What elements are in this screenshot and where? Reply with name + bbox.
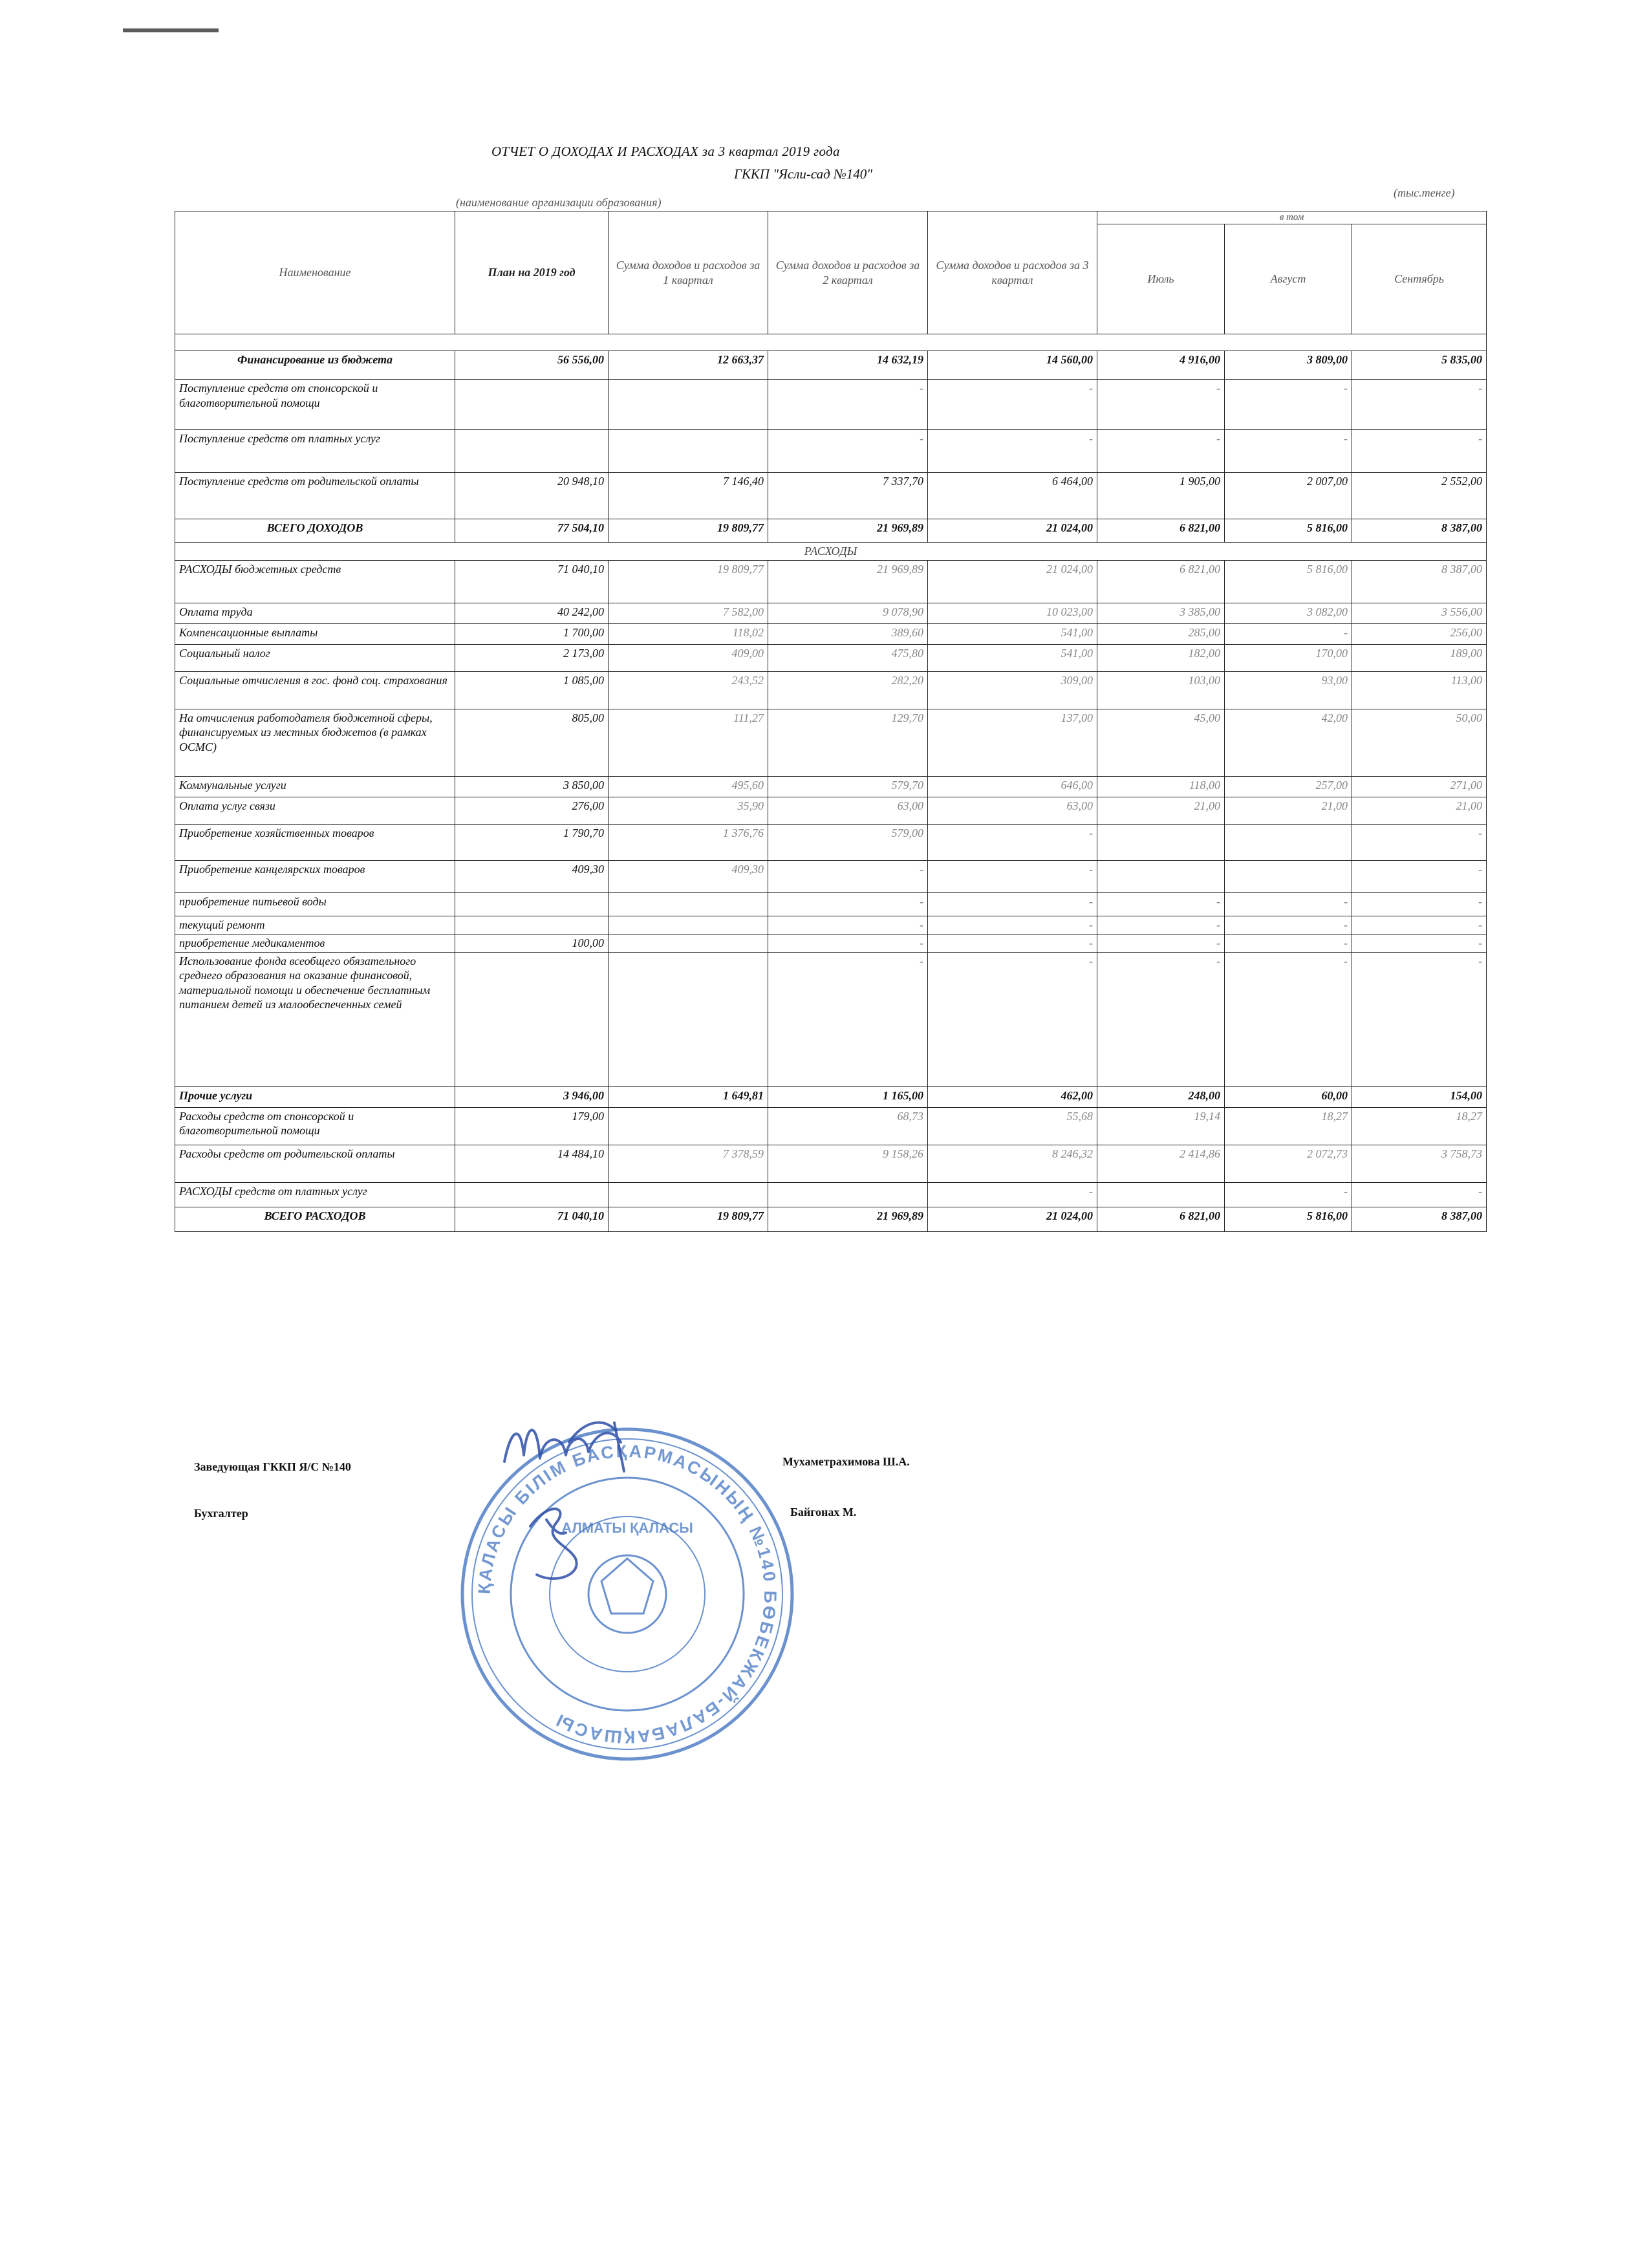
cell-q2: 21 969,89: [768, 519, 928, 543]
cell-sep: 8 387,00: [1352, 560, 1487, 603]
cell-q2: 1 165,00: [768, 1086, 928, 1107]
row-label: Поступление средств от спонсорской и благотворительной помощи: [175, 380, 455, 430]
cell-q3: 14 560,00: [928, 351, 1097, 380]
cell-jul: -: [1097, 916, 1225, 934]
cell-plan: 3 946,00: [455, 1086, 609, 1107]
cell-q3: 10 023,00: [928, 603, 1097, 623]
table-row: [175, 952, 1487, 1086]
cell-q1: [609, 916, 768, 934]
cell-jul: 6 821,00: [1097, 560, 1225, 603]
cell-sep: -: [1352, 952, 1487, 1086]
cell-aug: -: [1225, 1182, 1352, 1207]
cell-aug: -: [1225, 430, 1352, 473]
table-row: [175, 473, 1487, 519]
scan-edge-mark: [123, 28, 219, 32]
cell-q2: 475,80: [768, 644, 928, 671]
table-row: [175, 709, 1487, 776]
cell-q1: 7 582,00: [609, 603, 768, 623]
cell-q1: [609, 1182, 768, 1207]
cell-jul: 118,00: [1097, 776, 1225, 797]
row-label: РАСХОДЫ бюджетных средств: [175, 560, 455, 603]
table-row: [175, 519, 1487, 543]
cell-plan: 40 242,00: [455, 603, 609, 623]
cell-jul: 21,00: [1097, 797, 1225, 824]
organization-name: ГККП "Ясли-сад №140": [734, 166, 873, 182]
row-label: ВСЕГО ДОХОДОВ: [175, 519, 455, 543]
cell-q1: [609, 380, 768, 430]
cell-q3: 137,00: [928, 709, 1097, 776]
row-label: На отчисления работодателя бюджетной сферы, финансируемых из местных бюджетов (в рамках ОСМС): [175, 709, 455, 776]
row-label: Поступление средств от родительской оплаты: [175, 473, 455, 519]
cell-jul: 248,00: [1097, 1086, 1225, 1107]
accountant-title: Бухгалтер: [194, 1507, 248, 1520]
table-row: [175, 1207, 1487, 1231]
cell-aug: -: [1225, 916, 1352, 934]
cell-aug: -: [1225, 380, 1352, 430]
cell-jul: 285,00: [1097, 623, 1225, 644]
cell-plan: [455, 952, 609, 1086]
table-row: [175, 1145, 1487, 1182]
cell-sep: -: [1352, 860, 1487, 892]
table-row: [175, 671, 1487, 709]
cell-q1: 19 809,77: [609, 560, 768, 603]
row-label: текущий ремонт: [175, 916, 455, 934]
income-section: [175, 351, 1487, 543]
row-label: Прочие услуги: [175, 1086, 455, 1107]
cell-q3: 21 024,00: [928, 1207, 1097, 1231]
cell-aug: 93,00: [1225, 671, 1352, 709]
cell-q1: 409,30: [609, 860, 768, 892]
cell-aug: [1225, 824, 1352, 860]
row-label: Приобретение канцелярских товаров: [175, 860, 455, 892]
cell-q3: 541,00: [928, 623, 1097, 644]
cell-q1: 35,90: [609, 797, 768, 824]
cell-q1: 19 809,77: [609, 519, 768, 543]
cell-sep: 50,00: [1352, 709, 1487, 776]
cell-plan: 2 173,00: [455, 644, 609, 671]
cell-sep: 8 387,00: [1352, 519, 1487, 543]
cell-aug: 42,00: [1225, 709, 1352, 776]
cell-q1: 7 146,40: [609, 473, 768, 519]
cell-jul: -: [1097, 380, 1225, 430]
cell-sep: 3 758,73: [1352, 1145, 1487, 1182]
row-label: Оплата услуг связи: [175, 797, 455, 824]
row-label: ВСЕГО РАСХОДОВ: [175, 1207, 455, 1231]
cell-q2: 68,73: [768, 1107, 928, 1145]
cell-q2: 21 969,89: [768, 1207, 928, 1231]
report-title: ОТЧЕТ О ДОХОДАХ И РАСХОДАХ за 3 квартал 2019 года: [491, 144, 840, 159]
row-label: Финансирование из бюджета: [175, 351, 455, 380]
cell-q2: 579,70: [768, 776, 928, 797]
table-row: [175, 380, 1487, 430]
col-header-q2: Сумма доходов и расходов за 2 квартал: [768, 211, 928, 334]
cell-q2: 63,00: [768, 797, 928, 824]
accountant-name: Байгонах М.: [790, 1506, 857, 1518]
cell-plan: 71 040,10: [455, 1207, 609, 1231]
cell-jul: 103,00: [1097, 671, 1225, 709]
table-row: [175, 860, 1487, 892]
spacer-row: [175, 334, 1487, 351]
expenses-title-section: [175, 543, 1487, 561]
cell-sep: 3 556,00: [1352, 603, 1487, 623]
stamp-outer-text: ҚАЛАСЫ БІЛІМ БАСҚАРМАСЫНЫҢ №140 БӨБЕКЖАЙ-БАЛАБАҚШАСЫ: [474, 1441, 781, 1747]
cell-sep: -: [1352, 934, 1487, 952]
cell-plan: [455, 1182, 609, 1207]
cell-plan: [455, 916, 609, 934]
row-label: приобретение питьевой воды: [175, 892, 455, 916]
cell-q3: -: [928, 860, 1097, 892]
cell-plan: 179,00: [455, 1107, 609, 1145]
table-header: [175, 211, 1487, 351]
cell-q2: -: [768, 860, 928, 892]
expenses-section: [175, 560, 1487, 1231]
cell-q1: 7 378,59: [609, 1145, 768, 1182]
table-row: [175, 1107, 1487, 1145]
cell-aug: -: [1225, 952, 1352, 1086]
handwritten-signature: [491, 1410, 660, 1597]
cell-aug: 3 082,00: [1225, 603, 1352, 623]
cell-plan: 409,30: [455, 860, 609, 892]
col-header-q1: Сумма доходов и расходов за 1 квартал: [609, 211, 768, 334]
table-row: [175, 916, 1487, 934]
cell-sep: 5 835,00: [1352, 351, 1487, 380]
cell-q2: 282,20: [768, 671, 928, 709]
cell-q3: 21 024,00: [928, 560, 1097, 603]
organization-caption: (наименование организации образования): [456, 196, 662, 209]
cell-sep: 271,00: [1352, 776, 1487, 797]
row-label: Поступление средств от платных услуг: [175, 430, 455, 473]
cell-q3: 541,00: [928, 644, 1097, 671]
cell-sep: -: [1352, 916, 1487, 934]
cell-q2: -: [768, 430, 928, 473]
cell-aug: 5 816,00: [1225, 560, 1352, 603]
cell-aug: 5 816,00: [1225, 1207, 1352, 1231]
cell-q3: -: [928, 824, 1097, 860]
cell-plan: 276,00: [455, 797, 609, 824]
cell-q2: -: [768, 380, 928, 430]
col-header-name: Наименование: [175, 211, 455, 334]
expenses-section-title: РАСХОДЫ: [175, 543, 1487, 561]
cell-q1: 19 809,77: [609, 1207, 768, 1231]
cell-q3: -: [928, 934, 1097, 952]
cell-q3: -: [928, 430, 1097, 473]
cell-q1: 495,60: [609, 776, 768, 797]
cell-jul: 4 916,00: [1097, 351, 1225, 380]
cell-q2: 9 078,90: [768, 603, 928, 623]
row-label: Коммунальные услуги: [175, 776, 455, 797]
cell-jul: 19,14: [1097, 1107, 1225, 1145]
cell-q2: [768, 1182, 928, 1207]
cell-plan: 14 484,10: [455, 1145, 609, 1182]
cell-q3: -: [928, 1182, 1097, 1207]
cell-sep: -: [1352, 430, 1487, 473]
cell-aug: -: [1225, 934, 1352, 952]
cell-q1: 243,52: [609, 671, 768, 709]
cell-q3: 63,00: [928, 797, 1097, 824]
cell-sep: -: [1352, 1182, 1487, 1207]
cell-q1: [609, 934, 768, 952]
cell-sep: 2 552,00: [1352, 473, 1487, 519]
cell-q1: 1 376,76: [609, 824, 768, 860]
cell-jul: 2 414,86: [1097, 1145, 1225, 1182]
cell-sep: -: [1352, 892, 1487, 916]
table-row: [175, 892, 1487, 916]
table-row: [175, 623, 1487, 644]
table-row: [175, 351, 1487, 380]
col-header-q3: Сумма доходов и расходов за 3 квартал: [928, 211, 1097, 334]
cell-q1: [609, 892, 768, 916]
col-header-in-that: в том: [1097, 211, 1487, 224]
row-label: Социальные отчисления в гос. фонд соц. страхования: [175, 671, 455, 709]
cell-sep: -: [1352, 380, 1487, 430]
table-row: [175, 1086, 1487, 1107]
row-label: Оплата труда: [175, 603, 455, 623]
cell-q2: 7 337,70: [768, 473, 928, 519]
cell-plan: 1 085,00: [455, 671, 609, 709]
cell-jul: 1 905,00: [1097, 473, 1225, 519]
cell-sep: 256,00: [1352, 623, 1487, 644]
cell-sep: 18,27: [1352, 1107, 1487, 1145]
cell-q3: 309,00: [928, 671, 1097, 709]
row-label: Расходы средств от спонсорской и благотворительной помощи: [175, 1107, 455, 1145]
row-label: приобретение медикаментов: [175, 934, 455, 952]
cell-q3: 55,68: [928, 1107, 1097, 1145]
cell-jul: [1097, 824, 1225, 860]
cell-q1: 118,02: [609, 623, 768, 644]
table-row: [175, 1182, 1487, 1207]
cell-plan: 71 040,10: [455, 560, 609, 603]
cell-q2: 14 632,19: [768, 351, 928, 380]
cell-q1: [609, 430, 768, 473]
cell-sep: 21,00: [1352, 797, 1487, 824]
cell-sep: -: [1352, 824, 1487, 860]
cell-aug: 5 816,00: [1225, 519, 1352, 543]
cell-q1: [609, 952, 768, 1086]
cell-aug: 21,00: [1225, 797, 1352, 824]
row-label: РАСХОДЫ средств от платных услуг: [175, 1182, 455, 1207]
row-label: Компенсационные выплаты: [175, 623, 455, 644]
cell-plan: 3 850,00: [455, 776, 609, 797]
cell-plan: 77 504,10: [455, 519, 609, 543]
cell-aug: -: [1225, 623, 1352, 644]
row-label: Расходы средств от родительской оплаты: [175, 1145, 455, 1182]
col-header-july: Июль: [1097, 224, 1225, 334]
cell-sep: 189,00: [1352, 644, 1487, 671]
cell-plan: 20 948,10: [455, 473, 609, 519]
cell-q1: 12 663,37: [609, 351, 768, 380]
row-label: Социальный налог: [175, 644, 455, 671]
cell-jul: -: [1097, 892, 1225, 916]
cell-plan: 1 700,00: [455, 623, 609, 644]
cell-q2: -: [768, 892, 928, 916]
cell-q2: 9 158,26: [768, 1145, 928, 1182]
table-row: [175, 824, 1487, 860]
cell-q3: 6 464,00: [928, 473, 1097, 519]
cell-q3: -: [928, 380, 1097, 430]
cell-q2: 21 969,89: [768, 560, 928, 603]
cell-q1: 1 649,81: [609, 1086, 768, 1107]
cell-jul: 6 821,00: [1097, 1207, 1225, 1231]
cell-q3: 21 024,00: [928, 519, 1097, 543]
cell-aug: 2 072,73: [1225, 1145, 1352, 1182]
cell-q3: -: [928, 952, 1097, 1086]
cell-plan: [455, 892, 609, 916]
cell-jul: 45,00: [1097, 709, 1225, 776]
table-row: [175, 934, 1487, 952]
cell-q2: -: [768, 916, 928, 934]
row-label: Приобретение хозяйственных товаров: [175, 824, 455, 860]
cell-q1: 111,27: [609, 709, 768, 776]
income-expense-table: [175, 211, 1487, 1232]
cell-q1: 409,00: [609, 644, 768, 671]
cell-aug: 18,27: [1225, 1107, 1352, 1145]
cell-q2: 129,70: [768, 709, 928, 776]
cell-plan: 100,00: [455, 934, 609, 952]
table-row: [175, 603, 1487, 623]
cell-jul: -: [1097, 934, 1225, 952]
cell-jul: -: [1097, 952, 1225, 1086]
cell-q1: [609, 1107, 768, 1145]
cell-q2: -: [768, 952, 928, 1086]
col-header-august: Август: [1225, 224, 1352, 334]
head-title: Заведующая ГККП Я/С №140: [194, 1460, 351, 1473]
cell-jul: 182,00: [1097, 644, 1225, 671]
cell-q3: 646,00: [928, 776, 1097, 797]
cell-q3: 462,00: [928, 1086, 1097, 1107]
cell-sep: 154,00: [1352, 1086, 1487, 1107]
cell-jul: 3 385,00: [1097, 603, 1225, 623]
cell-aug: -: [1225, 892, 1352, 916]
col-header-september: Сентябрь: [1352, 224, 1487, 334]
cell-aug: [1225, 860, 1352, 892]
stamp-inner-text: АЛМАТЫ ҚАЛАСЫ: [561, 1520, 693, 1536]
cell-plan: 1 790,70: [455, 824, 609, 860]
table-row: [175, 430, 1487, 473]
cell-sep: 8 387,00: [1352, 1207, 1487, 1231]
cell-q2: 579,00: [768, 824, 928, 860]
cell-jul: 6 821,00: [1097, 519, 1225, 543]
cell-aug: 257,00: [1225, 776, 1352, 797]
table-row: [175, 644, 1487, 671]
table-row: [175, 560, 1487, 603]
table-row: [175, 797, 1487, 824]
cell-aug: 3 809,00: [1225, 351, 1352, 380]
cell-aug: 170,00: [1225, 644, 1352, 671]
cell-q3: -: [928, 916, 1097, 934]
cell-aug: 60,00: [1225, 1086, 1352, 1107]
cell-q3: 8 246,32: [928, 1145, 1097, 1182]
cell-q3: -: [928, 892, 1097, 916]
cell-q2: -: [768, 934, 928, 952]
cell-plan: 805,00: [455, 709, 609, 776]
cell-jul: [1097, 860, 1225, 892]
col-header-plan: План на 2019 год: [455, 211, 609, 334]
cell-plan: [455, 430, 609, 473]
table-row: [175, 776, 1487, 797]
cell-plan: [455, 380, 609, 430]
cell-q2: 389,60: [768, 623, 928, 644]
head-name: Мухаметрахимова Ш.А.: [782, 1455, 910, 1468]
cell-aug: 2 007,00: [1225, 473, 1352, 519]
cell-jul: -: [1097, 430, 1225, 473]
row-label: Использование фонда всеобщего обязательного среднего образования на оказание финансовой, материальной помощи и обеспечение бесплатным питанием детей из малообеспеченных семей: [175, 952, 455, 1086]
cell-sep: 113,00: [1352, 671, 1487, 709]
units-label: (тыс.тенге): [1394, 186, 1455, 199]
cell-plan: 56 556,00: [455, 351, 609, 380]
cell-jul: [1097, 1182, 1225, 1207]
